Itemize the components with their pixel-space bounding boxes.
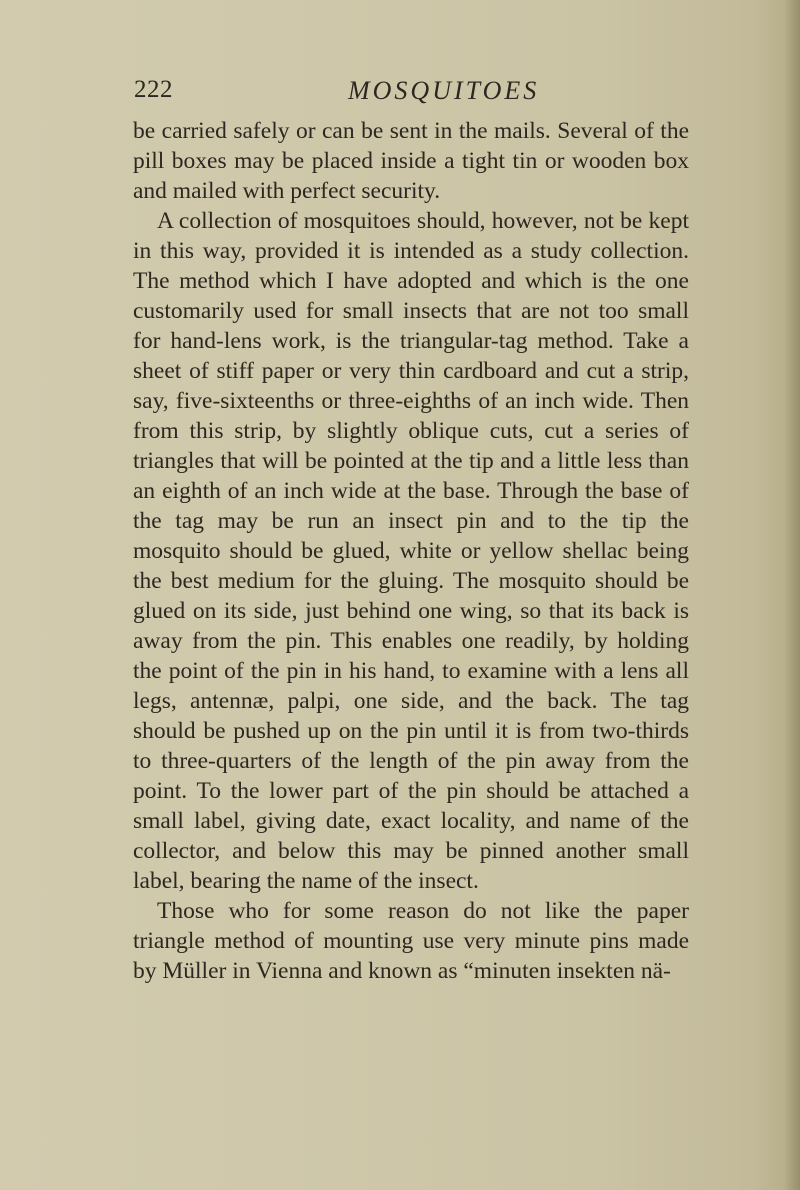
paragraph-continuation: be carried safely or can be sent in the mails. Several of the pill boxes may be placed inside a tight tin or wooden box and mailed with perfect security.: [133, 118, 689, 204]
running-head: [134, 76, 694, 110]
page-edge-shadow: [784, 0, 800, 1190]
running-title: MOSQUITOES: [348, 76, 540, 105]
page-number: 222: [134, 76, 173, 103]
body-text: [133, 116, 689, 986]
paragraph-minuten-pins: Those who for some reason do not like the paper triangle method of mounting use very minute pins made by Müller in Vienna and known as “minuten insekten nä-: [133, 898, 689, 984]
paragraph-triangular-tag-method: A collection of mosquitoes should, however, not be kept in this way, provided it is intended as a study collection. The method which I have adopted and which is the one customarily used for small insects that are not too small for hand-lens work, is the triangular-tag method. Take a sheet of stiff paper or very thin cardboard and cut a strip, say, five-sixteenths or three-eighths of an inch wide. Then from this strip, by slightly oblique cuts, cut a series of triangles that will be pointed at the tip and a little less than an eighth of an inch wide at the base. Through the base of the tag may be run an insect pin and to the tip the mosquito should be glued, white or yellow shellac being the best medium for the gluing. The mosquito should be glued on its side, just behind one wing, so that its back is away from the pin. This enables one readily, by holding the point of the pin in his hand, to examine with a lens all legs, antennæ, palpi, one side, and the back. The tag should be pushed up on the pin until it is from two-thirds to three-quarters of the length of the pin away from the point. To the lower part of the pin should be attached a small label, giving date, exact locality, and name of the collector, and below this may be pinned another small label, bearing the name of the insect.: [133, 208, 689, 894]
